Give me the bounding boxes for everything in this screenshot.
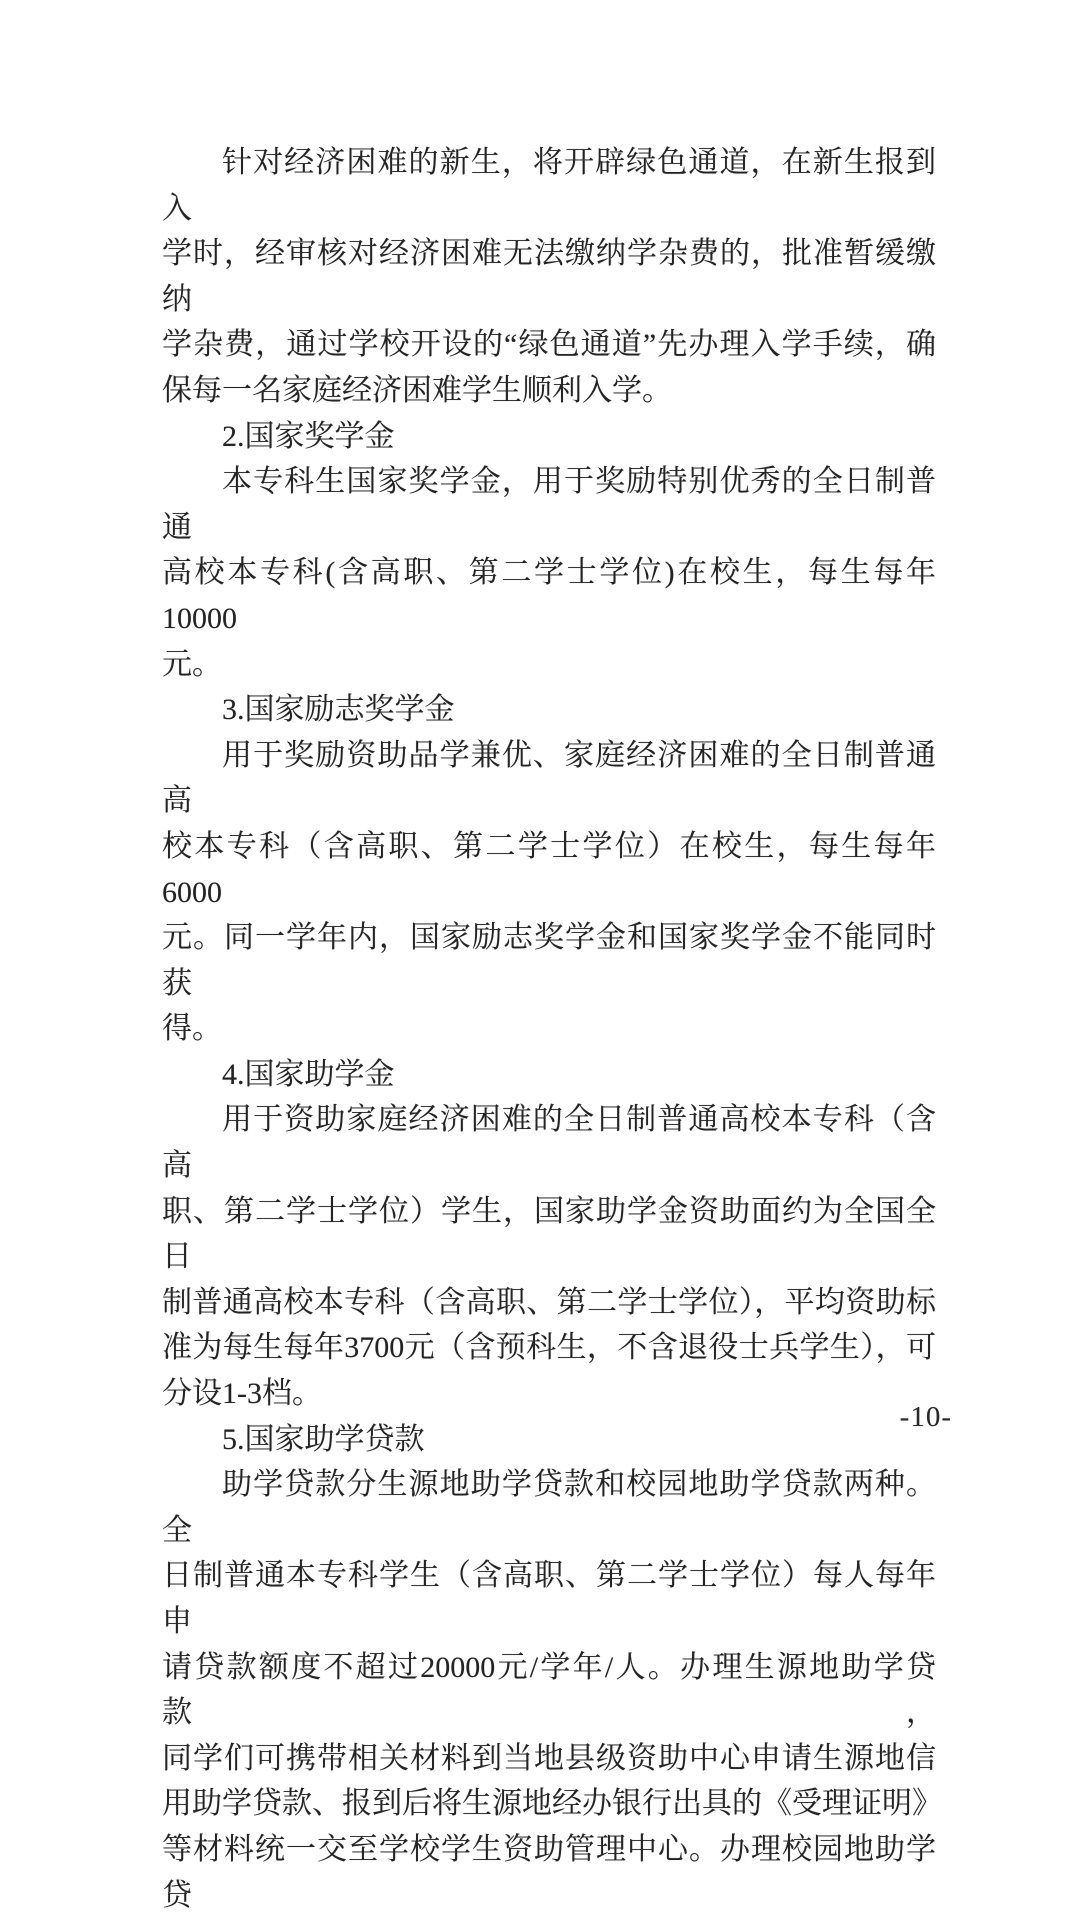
paragraph-line: 分设1-3档。 (162, 1377, 322, 1411)
paragraph-line: 同学们可携带相关材料到当地县级资助中心申请生源地信 (162, 1741, 936, 1775)
paragraph-line: 等材料统一交至学校学生资助管理中心。办理校园地助学贷 (162, 1832, 936, 1912)
page-number: -10- (899, 1401, 952, 1433)
paragraph-line: 元。同一学年内，国家励志奖学金和国家奖学金不能同时获 (162, 921, 936, 1000)
section-heading-national-grant: 4.国家助学金 (222, 1057, 395, 1091)
paragraph-line: 保每一名家庭经济困难学生顺利入学。 (162, 373, 672, 407)
section-heading-national-scholarship: 2.国家奖学金 (222, 419, 395, 453)
paragraph-line: 职、第二学士学位）学生，国家助学金资助面约为全国全日 (162, 1194, 936, 1274)
paragraph-line: 用于资助家庭经济困难的全日制普通高校本专科（含高 (162, 1103, 936, 1183)
paragraph-line: 制普通高校本专科（含高职、第二学士学位），平均资助标 (162, 1285, 936, 1319)
paragraph-line: 用助学贷款、报到后将生源地经办银行出具的《受理证明》 (162, 1787, 942, 1821)
paragraph-line: 助学贷款分生源地助学贷款和校园地助学贷款两种。全 (162, 1468, 936, 1547)
paragraph-line: 本专科生国家奖学金，用于奖励特别优秀的全日制普通 (162, 465, 936, 544)
paragraph-line: 学时，经审核对经济困难无法缴纳学杂费的，批准暂缓缴纳 (162, 237, 936, 316)
paragraph-line: 用于奖励资助品学兼优、家庭经济困难的全日制普通高 (162, 738, 936, 818)
section-heading-student-loan: 5.国家助学贷款 (222, 1422, 425, 1456)
paragraph-line: 元。 (162, 647, 222, 681)
paragraph-line: 准为每生每年3700元（含预科生，不含退役士兵学生），可 (162, 1331, 936, 1365)
paragraph-line: 请贷款额度不超过20000元/学年/人。办理生源地助学贷款， (162, 1650, 936, 1730)
paragraph-line: 日制普通本专科学生（含高职、第二学士学位）每人每年申 (162, 1559, 936, 1638)
paragraph-line: 校本专科（含高职、第二学士学位）在校生，每生每年6000 (162, 829, 936, 909)
paragraph-line: 学杂费，通过学校开设的“绿色通道”先办理入学手续，确 (162, 328, 936, 362)
paragraph-line: 得。 (162, 1012, 222, 1046)
paragraph-line: 针对经济困难的新生，将开辟绿色通道，在新生报到入 (162, 146, 936, 225)
paragraph-line: 高校本专科(含高职、第二学士学位)在校生，每生每年10000 (162, 556, 936, 635)
section-heading-encouragement-scholarship: 3.国家励志奖学金 (222, 693, 455, 727)
document-text-block (162, 140, 942, 1918)
